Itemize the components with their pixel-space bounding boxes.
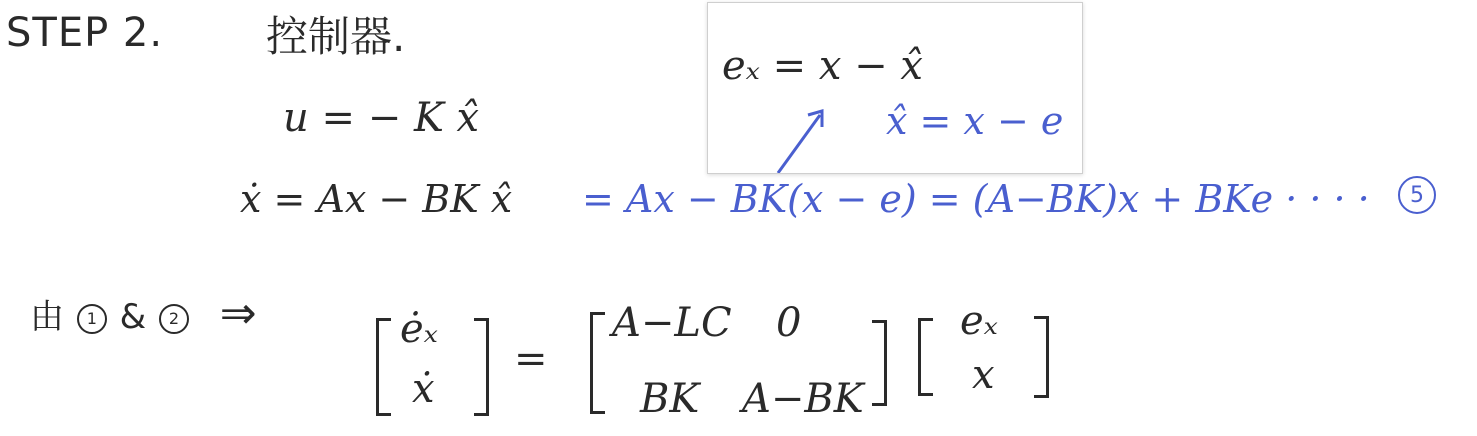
lhs-bottom: ẋ (412, 366, 435, 412)
matrix-cell-22: A−BK (742, 376, 864, 422)
matrix-cell-12: 0 (776, 300, 802, 346)
error-definition: eₓ = x − x̂ (722, 43, 923, 89)
circle-ref-1: 1 (77, 304, 107, 334)
matrix-cell-11: A−LC (612, 300, 732, 346)
state-dynamics-right: = Ax − BK(x − e) = (A−BK)x + BKe · · · · (582, 177, 1370, 221)
rhs-left-bracket (918, 318, 933, 396)
inset-card (707, 2, 1083, 174)
lhs-top: ėₓ (400, 306, 438, 352)
and-symbol: & (119, 297, 147, 337)
matrix-left-bracket (590, 312, 605, 414)
rhs-right-bracket (1034, 316, 1049, 398)
lhs-left-bracket (376, 318, 391, 416)
state-dynamics-left: ẋ = Ax − BK x̂ (240, 177, 513, 221)
rhs-top: eₓ (960, 298, 998, 344)
section-title: 控制器. (266, 12, 406, 61)
matrix-cell-21: BK (640, 376, 700, 422)
matrix-right-bracket (872, 320, 887, 406)
control-law-equation: u = − K x̂ (283, 95, 480, 141)
circle-ref-2: 2 (159, 304, 189, 334)
from-label: 由 (30, 297, 64, 337)
equation-number-badge: 5 (1398, 176, 1436, 214)
equals-sign: = (514, 336, 548, 382)
implies-arrow-icon: ⇒ (219, 288, 257, 339)
estimate-expression: x̂ = x − e (886, 99, 1064, 143)
lhs-right-bracket (474, 318, 489, 416)
rhs-bottom: x (972, 352, 995, 398)
derivation-premise (30, 288, 257, 339)
step-label: STEP 2. (6, 10, 164, 56)
